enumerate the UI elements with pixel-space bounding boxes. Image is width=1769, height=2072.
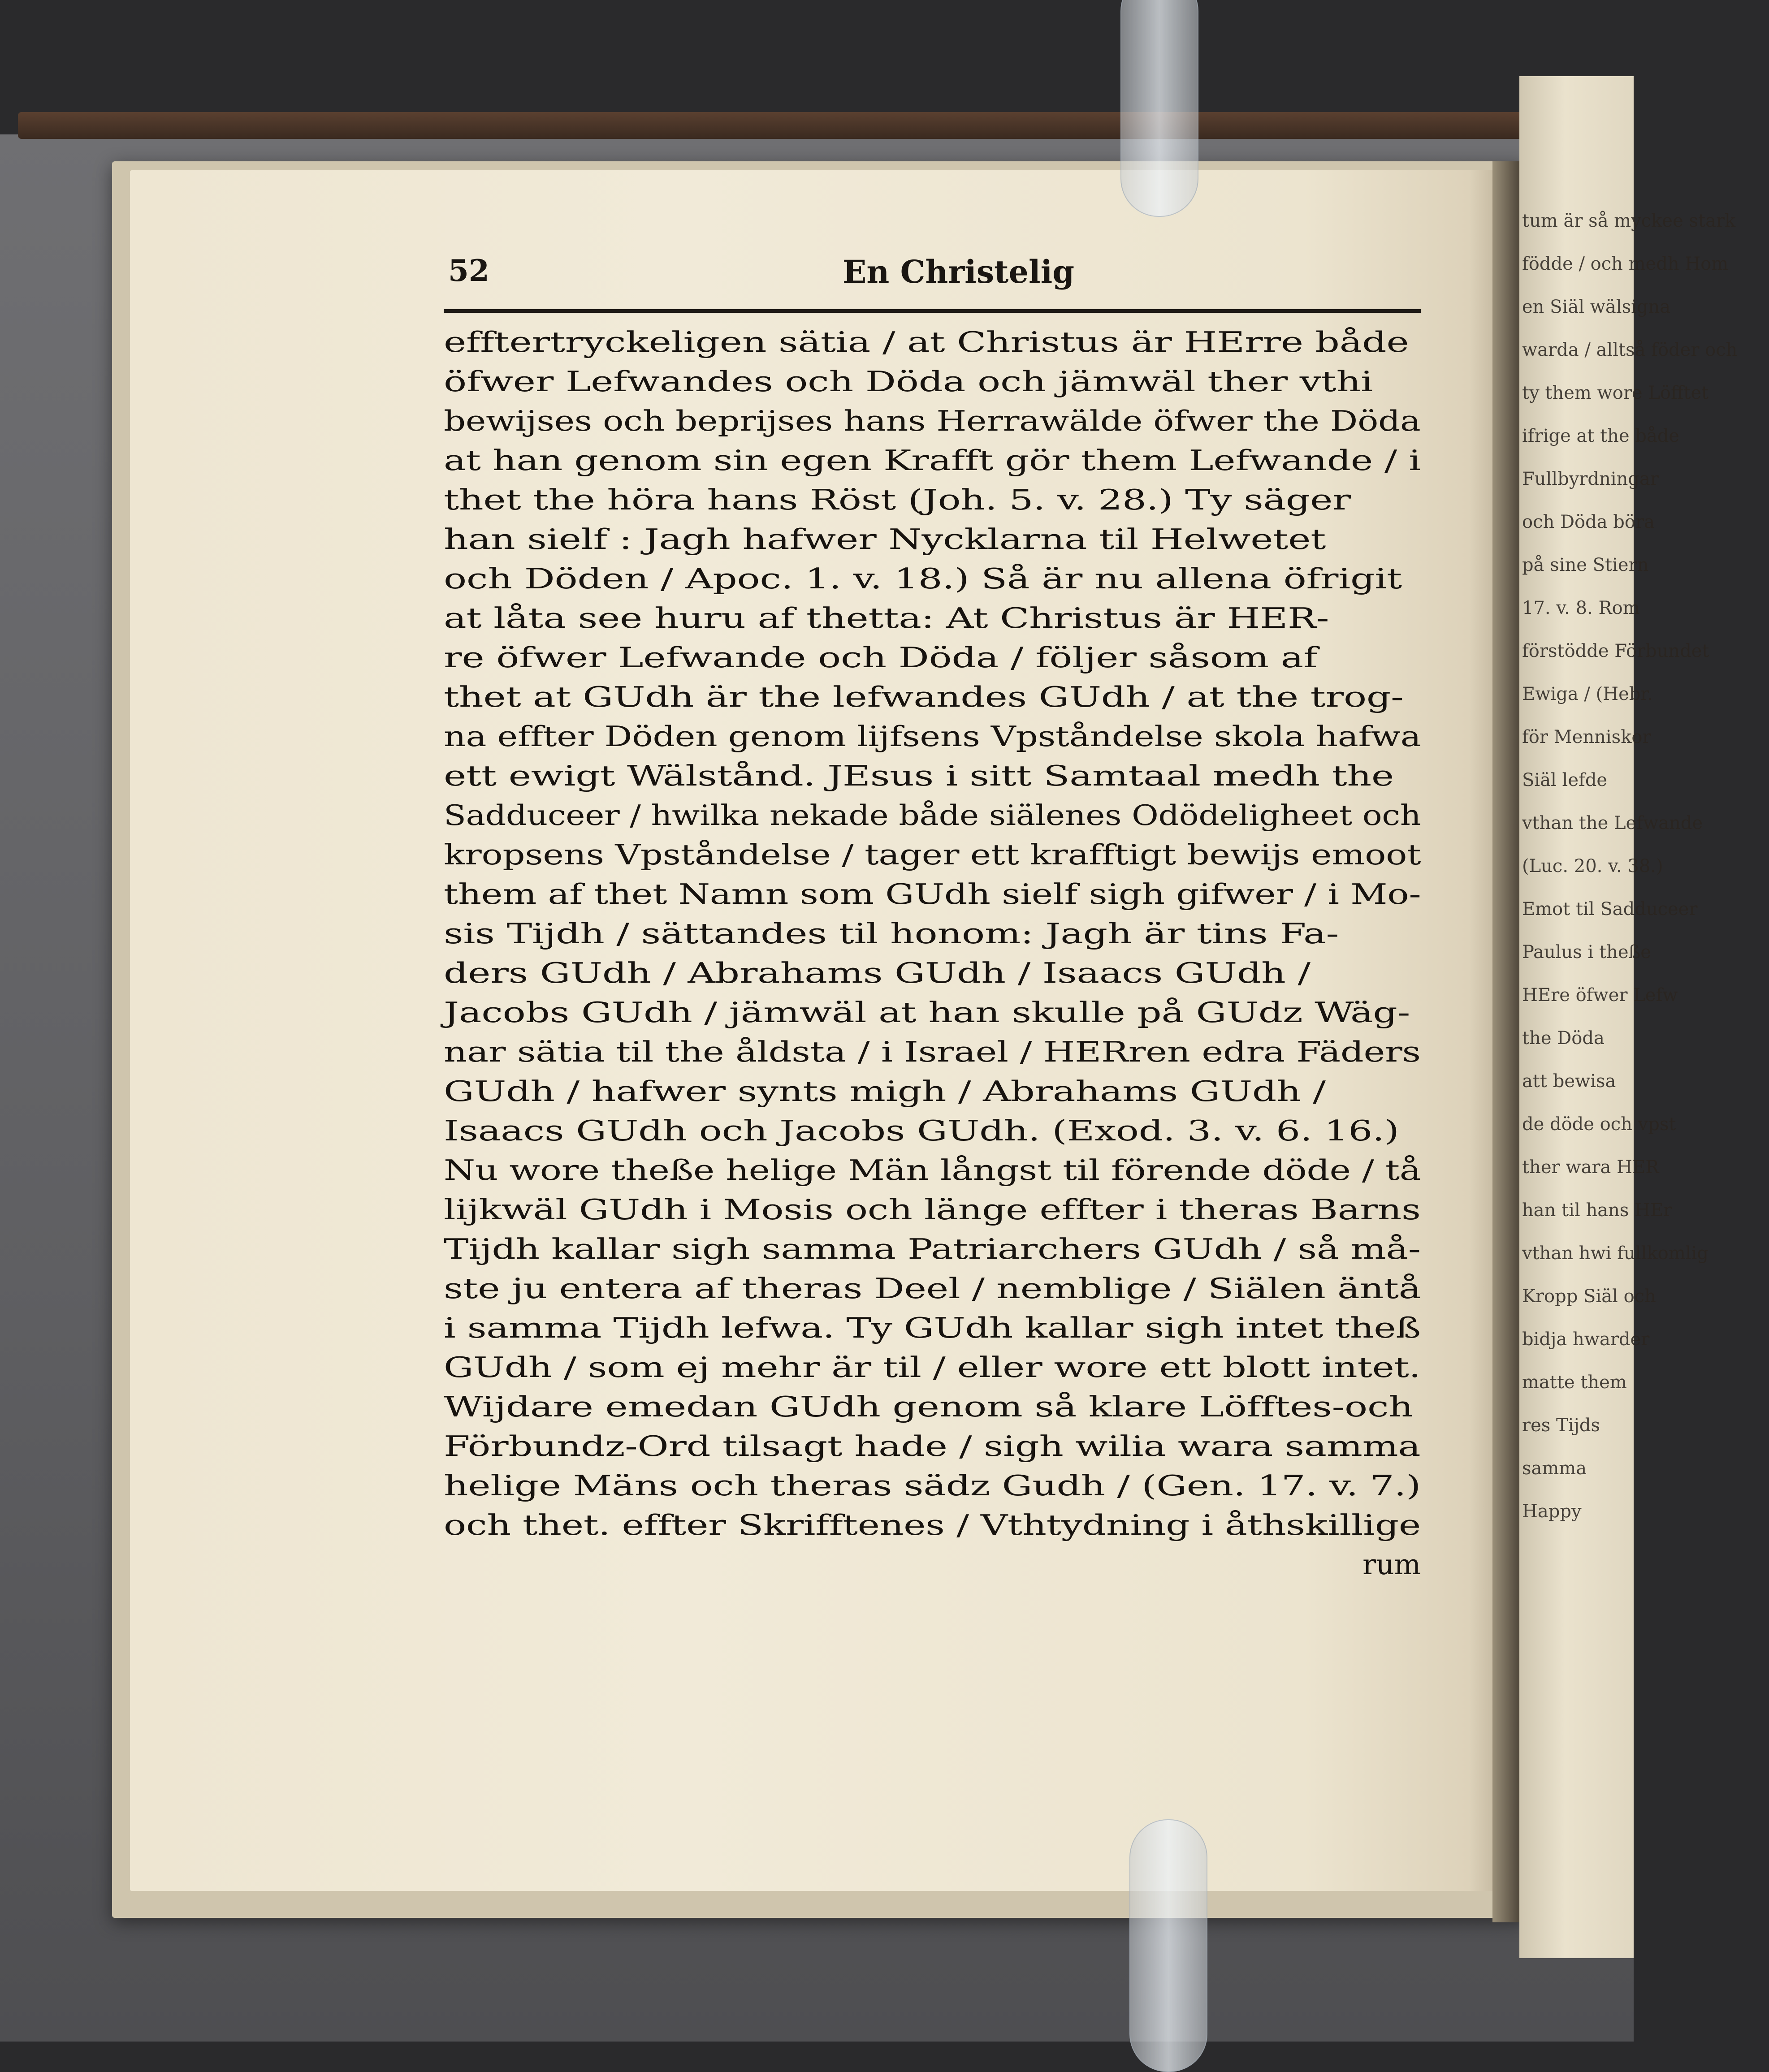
facing-text-line: res Tijds bbox=[1522, 1415, 1600, 1436]
facing-text-line: födde / och medh Hom bbox=[1522, 254, 1729, 274]
facing-text-line: på sine Stiern bbox=[1522, 555, 1649, 575]
header-rule bbox=[444, 309, 1421, 313]
facing-text-line: vthan the Lefwande bbox=[1522, 813, 1703, 833]
facing-text-line: Siäl lefde bbox=[1522, 770, 1608, 790]
facing-text-line: bidja hwarder bbox=[1522, 1329, 1650, 1350]
text-line: them af thet Namn som GUdh sielf sigh gifwer / i Mo- bbox=[444, 878, 1421, 911]
body-text bbox=[444, 323, 1425, 1689]
text-line: sis Tijdh / sättandes til honom: Jagh är tins Fa- bbox=[444, 917, 1339, 950]
facing-text-line: Paulus i theße bbox=[1522, 942, 1651, 963]
text-line: efftertryckeligen sätia / at Christus är HErre både bbox=[444, 326, 1409, 358]
facing-text-line: förstödde Förbundet bbox=[1522, 641, 1709, 661]
text-line: at låta see huru af thetta: At Christus är HER- bbox=[444, 602, 1329, 635]
text-line: Isaacs GUdh och Jacobs GUdh. (Exod. 3. v. 6. 16.) bbox=[444, 1114, 1399, 1147]
text-line: Sadduceer / hwilka nekade både siälenes Odödeligheet och bbox=[444, 799, 1421, 832]
facing-text-line: att bewisa bbox=[1522, 1071, 1616, 1092]
text-line: öfwer Lefwandes och Döda och jämwäl ther vthi bbox=[444, 365, 1373, 398]
text-line: bewijses och beprijses hans Herrawälde öfwer the Döda bbox=[444, 405, 1421, 437]
facing-text-line: Fullbyrdningar bbox=[1522, 469, 1659, 489]
book-cover-edge bbox=[18, 112, 1551, 139]
facing-text-line: Ewiga / (Hebr. bbox=[1522, 684, 1653, 704]
text-line: Nu wore theße helige Män långst til förende döde / tå bbox=[444, 1154, 1421, 1187]
running-head bbox=[448, 253, 1425, 307]
text-line: at han genom sin egen Krafft gör them Lefwande / i bbox=[444, 444, 1421, 477]
text-line: helige Mäns och theras sädz Gudh / (Gen. 17. v. 7.) bbox=[444, 1469, 1421, 1502]
facing-text-line: HEre öfwer Lefw bbox=[1522, 985, 1678, 1006]
text-line: han sielf : Jagh hafwer Nycklarna til Helwetet bbox=[444, 523, 1326, 556]
facing-text-line: Happy bbox=[1522, 1501, 1582, 1522]
text-line: och Döden / Apoc. 1. v. 18.) Så är nu allena öfrigit bbox=[444, 562, 1402, 595]
facing-text-line: tum är så myckee stark bbox=[1522, 211, 1736, 231]
text-line: Jacobs GUdh / jämwäl at han skulle på GUdz Wäg- bbox=[444, 996, 1410, 1029]
facing-text-line: för Menniskor bbox=[1522, 727, 1651, 747]
facing-text-line: och Döda böra bbox=[1522, 512, 1655, 532]
page-clip-bottom bbox=[1129, 1819, 1207, 2072]
text-line: thet the höra hans Röst (Joh. 5. v. 28.) Ty säger bbox=[444, 483, 1351, 516]
text-line: GUdh / som ej mehr är til / eller wore ett blott intet. bbox=[444, 1351, 1421, 1384]
text-line: kropsens Vpståndelse / tager ett krafftigt bewijs emoot bbox=[444, 838, 1421, 871]
page-number: 52 bbox=[448, 253, 489, 288]
running-title: En Christelig bbox=[843, 253, 1075, 290]
text-line: i samma Tijdh lefwa. Ty GUdh kallar sigh intet theß bbox=[444, 1312, 1421, 1344]
facing-text-line: ifrige at the både bbox=[1522, 426, 1680, 446]
text-line: thet at GUdh är the lefwandes GUdh / at the trog- bbox=[444, 681, 1404, 713]
facing-text-line: Kropp Siäl och bbox=[1522, 1286, 1656, 1307]
text-line: na effter Döden genom lijfsens Vpståndelse skola hafwa bbox=[444, 720, 1421, 753]
facing-text-line: Emot til Sadduceer bbox=[1522, 899, 1698, 919]
text-line: nar sätia til the åldsta / i Israel / HERren edra Fäders bbox=[444, 1036, 1421, 1068]
text-line: ett ewigt Wälstånd. JEsus i sitt Samtaal medh the bbox=[444, 760, 1394, 792]
facing-text-line: ty them wore Löfftet bbox=[1522, 383, 1709, 403]
text-line: ders GUdh / Abrahams GUdh / Isaacs GUdh / bbox=[444, 957, 1311, 989]
facing-text-line: matte them bbox=[1522, 1372, 1627, 1393]
text-line: Förbundz-Ord tilsagt hade / sigh wilia wara samma bbox=[444, 1430, 1421, 1463]
text-line: Wijdare emedan GUdh genom så klare Löfftes-och bbox=[444, 1390, 1413, 1423]
text-line: GUdh / hafwer synts migh / Abrahams GUdh / bbox=[444, 1075, 1326, 1108]
facing-text-line: (Luc. 20. v. 38.) bbox=[1522, 856, 1663, 876]
facing-text-line: han til hans HEr bbox=[1522, 1200, 1672, 1221]
facing-text-line: samma bbox=[1522, 1458, 1587, 1479]
text-line: och thet. effter Skrifftenes / Vthtydning i åthskillige bbox=[444, 1509, 1421, 1541]
text-line: Tijdh kallar sigh samma Patriarchers GUdh / så må- bbox=[444, 1233, 1421, 1265]
text-line: ste ju entera af theras Deel / nemblige / Siälen äntå bbox=[444, 1272, 1421, 1305]
facing-text-line: 17. v. 8. Rom bbox=[1522, 598, 1640, 618]
facing-text-line: warda / alltså föder och bbox=[1522, 340, 1738, 360]
facing-text-line: de döde och vpst bbox=[1522, 1114, 1676, 1135]
facing-text-line: ther wara HER bbox=[1522, 1157, 1659, 1178]
facing-text-line: vthan hwi fullkomlig bbox=[1522, 1243, 1708, 1264]
facing-text-line: the Döda bbox=[1522, 1028, 1605, 1049]
facing-text-line: en Siäl wälsigna bbox=[1522, 297, 1671, 317]
page-clip-top bbox=[1120, 0, 1198, 217]
catchword: rum bbox=[1362, 1548, 1421, 1581]
text-line: re öfwer Lefwande och Döda / följer såsom af bbox=[444, 641, 1318, 674]
text-line: lijkwäl GUdh i Mosis och länge effter i theras Barns bbox=[444, 1193, 1421, 1226]
